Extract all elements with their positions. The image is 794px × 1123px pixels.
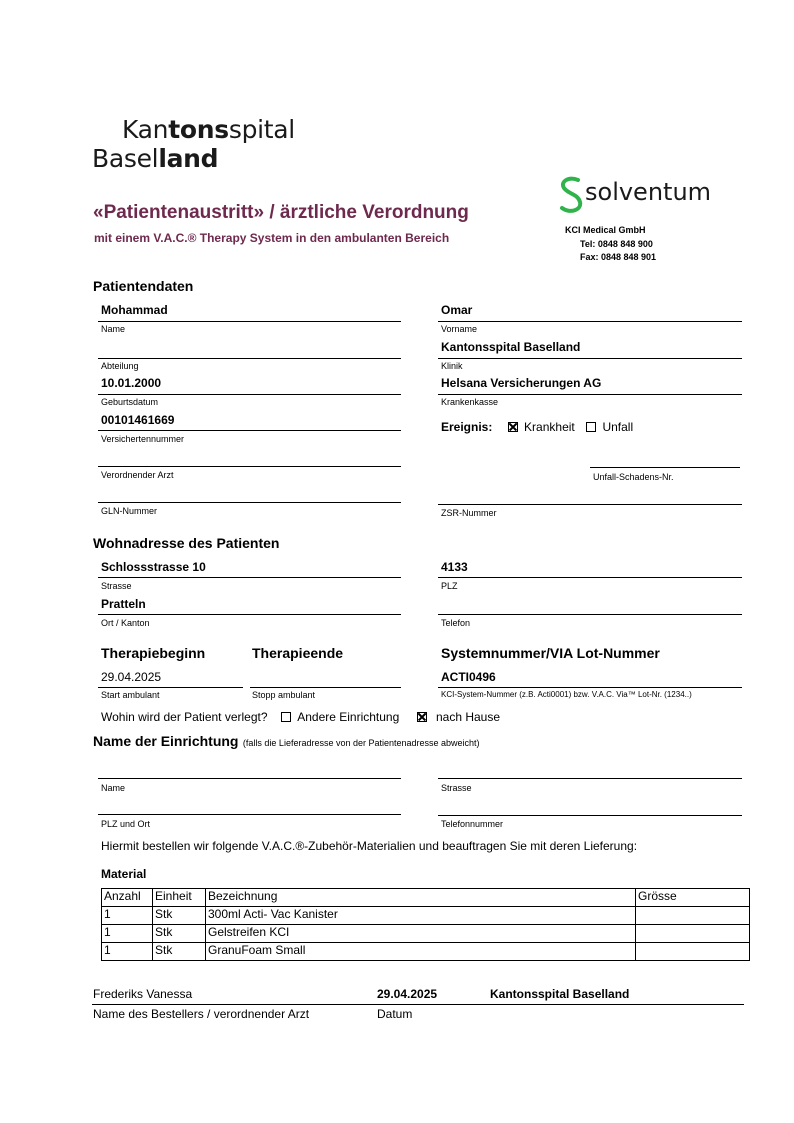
versichertennummer-underline [98, 430, 401, 431]
krankheit-label: Krankheit [524, 420, 575, 434]
verordnender-arzt-label: Verordnender Arzt [101, 470, 174, 480]
einrichtung-telefon-underline [438, 815, 742, 816]
einrichtung-name-label: Name [101, 783, 126, 793]
therapieende-underline [250, 687, 401, 688]
strasse-underline [98, 577, 401, 578]
table-row [102, 925, 750, 943]
logo-text-part: Basel [92, 144, 159, 173]
abteilung-underline [98, 358, 401, 359]
kci-tel: Tel: 0848 848 900 [580, 239, 653, 249]
therapieende-label: Stopp ambulant [252, 690, 316, 700]
therapiebeginn-label: Start ambulant [101, 690, 160, 700]
geburtsdatum-underline [98, 394, 401, 395]
einrichtung-note: (falls die Lieferadresse von der Patientenadresse abweicht) [242, 738, 480, 748]
solventum-logo [556, 176, 588, 219]
name-label: Name [101, 324, 126, 334]
strasse-value[interactable]: Schlossstrasse 10 [101, 560, 206, 574]
zsr-underline [438, 504, 742, 505]
verlegung-row [101, 710, 500, 724]
anzahl-cell[interactable]: 1 [102, 925, 153, 943]
logo-text-part: spital [228, 115, 295, 144]
footer-underline [92, 1004, 744, 1005]
groesse-cell[interactable] [636, 943, 750, 961]
material-title: Material [101, 867, 147, 881]
versichertennummer-label: Versichertennummer [101, 434, 185, 444]
systemnummer-title: Systemnummer/VIA Lot-Nummer [441, 645, 660, 661]
plz-value[interactable]: 4133 [441, 560, 468, 574]
besteller-label: Name des Bestellers / verordnender Arzt [93, 1007, 310, 1021]
gln-label: GLN-Nummer [101, 506, 158, 516]
unfall-label: Unfall [602, 420, 634, 434]
bezeichnung-cell[interactable]: GranuFoam Small [206, 943, 636, 961]
krankenkasse-value[interactable]: Helsana Versicherungen AG [441, 376, 602, 390]
logo-text-part: Kan [122, 115, 169, 144]
einheit-cell[interactable]: Stk [153, 907, 206, 925]
ereignis-row [441, 420, 633, 434]
bezeichnung-cell[interactable]: 300ml Acti- Vac Kanister [206, 907, 636, 925]
section-wohnadresse: Wohnadresse des Patienten [93, 535, 280, 551]
kci-fax: Fax: 0848 848 901 [580, 252, 657, 262]
datum-value[interactable]: 29.04.2025 [377, 987, 438, 1001]
vorname-value[interactable]: Omar [441, 303, 473, 317]
groesse-cell[interactable] [636, 925, 750, 943]
order-intro: Hiermit bestellen wir folgende V.A.C.®-Zubehör-Materialien und beauftragen Sie mit deren Lieferung: [101, 839, 638, 853]
kci-company: KCI Medical GmbH [565, 225, 646, 235]
therapiebeginn-title: Therapiebeginn [101, 645, 206, 661]
form-title: «Patientenaustritt» / ärztliche Verordnung [93, 202, 469, 223]
einheit-cell[interactable]: Stk [153, 925, 206, 943]
bezeichnung-cell[interactable]: Gelstreifen KCI [206, 925, 636, 943]
therapiebeginn-value[interactable]: 29.04.2025 [101, 670, 162, 684]
geburtsdatum-label: Geburtsdatum [101, 397, 159, 407]
logo-text-part: tons [168, 115, 229, 144]
abteilung-label: Abteilung [101, 361, 139, 371]
unfall-schadens-underline [590, 467, 740, 468]
einrichtung-telefon-label: Telefonnummer [441, 819, 504, 829]
krankenkasse-underline [438, 394, 742, 395]
section-einrichtung [93, 733, 480, 751]
form-subtitle: mit einem V.A.C.® Therapy System in den ambulanten Bereich [94, 231, 450, 245]
therapiebeginn-underline [98, 687, 243, 688]
strasse-label: Strasse [101, 581, 132, 591]
logo-text-part: land [158, 144, 219, 173]
besteller-value[interactable]: Frederiks Vanessa [93, 987, 193, 1001]
verordnender-arzt-underline [98, 466, 401, 467]
col-groesse: Grösse [636, 889, 750, 907]
klinik-label: Klinik [441, 361, 463, 371]
einrichtung-strasse-label: Strasse [441, 783, 472, 793]
einrichtung-name-underline [98, 778, 401, 779]
verlegung-question: Wohin wird der Patient verlegt? [101, 710, 268, 724]
einrichtung-plz-label: PLZ und Ort [101, 819, 151, 829]
solventum-s-icon [556, 176, 588, 214]
table-row [102, 943, 750, 961]
vorname-label: Vorname [441, 324, 478, 334]
einheit-cell[interactable]: Stk [153, 943, 206, 961]
name-value[interactable]: Mohammad [101, 303, 168, 317]
table-row [102, 907, 750, 925]
anzahl-cell[interactable]: 1 [102, 907, 153, 925]
ort-value[interactable]: Pratteln [101, 597, 146, 611]
klinik-underline [438, 358, 742, 359]
kantonsspital-logo-line2 [92, 146, 218, 171]
col-anzahl: Anzahl [102, 889, 153, 907]
gln-underline [98, 502, 401, 503]
footer-klinik-value[interactable]: Kantonsspital Baselland [490, 987, 630, 1001]
section-patientendaten: Patientendaten [93, 278, 194, 294]
krankheit-checkbox[interactable] [508, 422, 518, 432]
groesse-cell[interactable] [636, 907, 750, 925]
datum-label: Datum [377, 1007, 413, 1021]
material-table [101, 888, 750, 961]
telefon-label: Telefon [441, 618, 471, 628]
andere-einrichtung-checkbox[interactable] [281, 712, 291, 722]
zsr-label: ZSR-Nummer [441, 508, 497, 518]
material-header-row [102, 889, 750, 907]
therapieende-title: Therapieende [252, 645, 344, 661]
geburtsdatum-value[interactable]: 10.01.2000 [101, 376, 162, 390]
ereignis-label: Ereignis: [441, 420, 493, 434]
name-underline [98, 321, 401, 322]
ort-underline [98, 614, 401, 615]
einrichtung-plz-underline [98, 814, 401, 815]
versichertennummer-value[interactable]: 00101461669 [101, 413, 175, 427]
nach-hause-checkbox[interactable] [417, 712, 427, 722]
plz-label: PLZ [441, 581, 458, 591]
kantonsspital-logo [122, 117, 295, 142]
nach-hause-label: nach Hause [435, 710, 501, 724]
systemnummer-value[interactable]: ACTI0496 [441, 670, 496, 684]
col-einheit: Einheit [153, 889, 206, 907]
andere-einrichtung-label: Andere Einrichtung [297, 710, 400, 724]
einrichtung-title: Name der Einrichtung [93, 733, 239, 749]
einrichtung-strasse-underline [438, 778, 742, 779]
vorname-underline [438, 321, 742, 322]
krankenkasse-label: Krankenkasse [441, 397, 499, 407]
plz-underline [438, 577, 742, 578]
anzahl-cell[interactable]: 1 [102, 943, 153, 961]
ort-label: Ort / Kanton [101, 618, 150, 628]
unfall-schadens-label: Unfall-Schadens-Nr. [593, 472, 674, 482]
systemnummer-underline [438, 687, 742, 688]
unfall-checkbox[interactable] [586, 422, 596, 432]
telefon-underline [438, 614, 742, 615]
systemnummer-label: KCI-System-Nummer (z.B. Acti0001) bzw. V.A.C. Via™ Lot-Nr. (1234..) [441, 690, 692, 699]
col-bezeichnung: Bezeichnung [206, 889, 636, 907]
solventum-name: solventum [585, 178, 712, 206]
klinik-value[interactable]: Kantonsspital Baselland [441, 340, 581, 354]
